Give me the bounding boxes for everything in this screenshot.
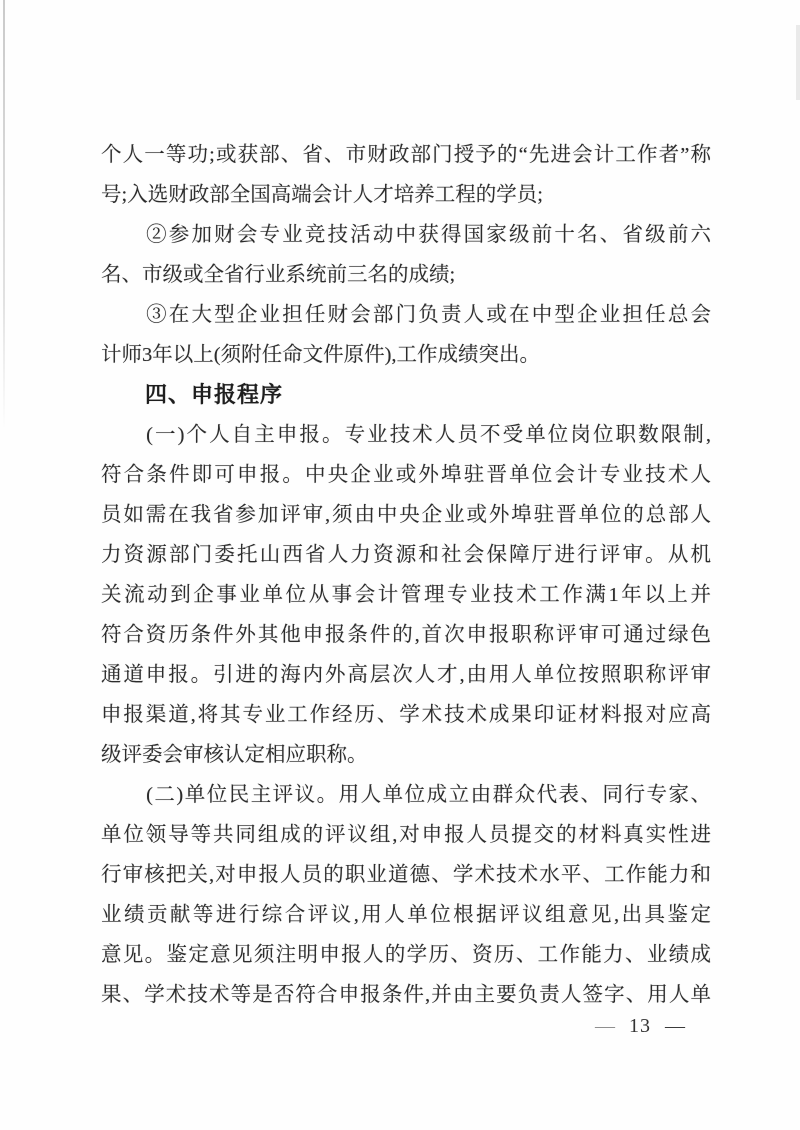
doc-line: ③在大型企业担任财会部门负责人或在中型企业担任总会 <box>146 304 711 326</box>
doc-line: 申报渠道,将其专业工作经历、学术技术成果印证材料报对应高 <box>101 704 711 726</box>
doc-line: 通道申报。引进的海内外高层次人才,由用人单位按照职称评审 <box>101 664 711 686</box>
doc-line: 符合条件即可申报。中央企业或外埠驻晋单位会计专业技术人 <box>101 464 711 486</box>
doc-line: 名、市级或全省行业系统前三名的成绩; <box>101 264 456 286</box>
doc-line: (二)单位民主评议。用人单位成立由群众代表、同行专家、 <box>146 784 711 806</box>
footer-dash-right: — <box>665 1014 685 1037</box>
doc-line: (一)个人自主申报。专业技术人员不受单位岗位职数限制, <box>146 424 711 446</box>
section-heading: 四、申报程序 <box>145 382 284 407</box>
scan-artifact-left-line <box>3 0 5 430</box>
doc-line: 意见。鉴定意见须注明申报人的学历、资历、工作能力、业绩成 <box>101 944 711 966</box>
doc-line: ②参加财会专业竞技活动中获得国家级前十名、省级前六 <box>146 224 711 246</box>
doc-line: 关流动到企事业单位从事会计管理专业技术工作满1年以上并 <box>101 584 711 606</box>
page-number-footer <box>595 1007 685 1045</box>
doc-line: 符合资历条件外其他申报条件的,首次申报职称评审可通过绿色 <box>101 624 711 646</box>
doc-line: 业绩贡献等进行综合评议,用人单位根据评议组意见,出具鉴定 <box>101 904 711 926</box>
footer-dash-left: — <box>595 1014 615 1037</box>
page-number: 13 <box>629 1014 651 1037</box>
doc-line: 单位领导等共同组成的评议组,对申报人员提交的材料真实性进 <box>101 824 711 846</box>
doc-line: 号;入选财政部全国高端会计人才培养工程的学员; <box>101 184 543 206</box>
doc-line: 行审核把关,对申报人员的职业道德、学术技术水平、工作能力和 <box>101 864 711 886</box>
scan-artifact-right-smudge <box>796 25 800 100</box>
doc-line: 计师3年以上(须附任命文件原件),工作成绩突出。 <box>101 344 541 366</box>
doc-line: 个人一等功;或获部、省、市财政部门授予的“先进会计工作者”称 <box>101 144 711 166</box>
doc-line: 级评委会审核认定相应职称。 <box>101 744 368 766</box>
doc-line: 果、学术技术等是否符合申报条件,并由主要负责人签字、用人单 <box>101 984 711 1006</box>
document-text-block <box>101 135 711 1015</box>
doc-line: 力资源部门委托山西省人力资源和社会保障厅进行评审。从机 <box>101 544 711 566</box>
doc-line: 员如需在我省参加评审,须由中央企业或外埠驻晋单位的总部人 <box>101 504 711 526</box>
